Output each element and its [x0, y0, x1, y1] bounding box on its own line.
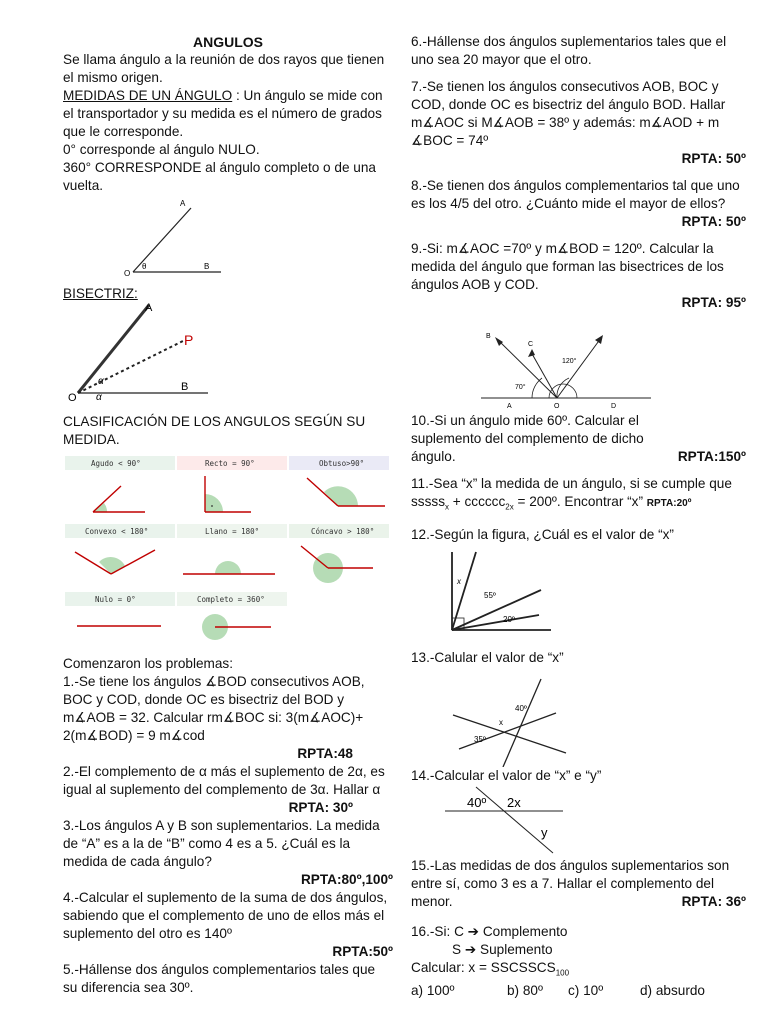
clasif-label-nulo: Nulo = 0° — [95, 595, 136, 604]
problem-2-answer-row — [63, 799, 393, 817]
problem-1-answer-row — [63, 745, 393, 763]
fig9-label-70: 70° — [515, 384, 526, 391]
problem-2: 2.-El complemento de α más el suplemento de 2α, es igual al suplemento del complemento de 3α. Hallar α — [63, 764, 385, 797]
fig2-label-o: O — [68, 392, 77, 404]
left-column — [63, 33, 393, 997]
clasif-label-convexo: Convexo < 180° — [85, 527, 149, 536]
problem-1-answer: RPTA:48 — [297, 746, 353, 761]
option-b: b) 80º — [507, 983, 543, 999]
fig2-label-a: A — [145, 303, 153, 314]
problem-11-mid: + cccccc — [448, 494, 506, 509]
problem-10-block — [411, 412, 746, 466]
fig1-label-a: A — [180, 199, 186, 208]
problem-9-block — [411, 240, 746, 312]
problem-4-answer-row — [63, 943, 393, 961]
problem-16-calc — [411, 959, 746, 983]
fig13-label-40: 40º — [515, 703, 527, 713]
problem-1-text: 1.-Se tiene los ángulos ∡BOD consecutivos AOB, BOC y COD, donde OC es bisectriz del BOD y m∡AOB = 32. Calcular rm∡BOC si: 3(m∡AOC)+ 2(m∡BOD) = 9 m∡cod — [63, 674, 365, 743]
problem-2-answer: RPTA: 30º — [288, 800, 353, 815]
problem-11-text: 11.-Sea “x” la medida de un ángulo, si se cumple que sssss — [411, 476, 732, 509]
clasif-label-completo: Completo = 360° — [197, 595, 265, 604]
problem-15-answer-row — [411, 893, 746, 911]
zero-text: 0° corresponde al ángulo NULO. — [63, 142, 260, 157]
problem-4-answer: RPTA:50º — [332, 944, 393, 959]
problem-8-block — [411, 177, 746, 231]
problem-9-answer-row — [411, 294, 746, 312]
problem-3: 3.-Los ángulos A y B son suplementarios. La medida de “A” es a la de “B” como 4 es a 5. ¿Cuál es la medida de cada ángulo? — [63, 818, 380, 869]
fig14-label-y: y — [541, 824, 548, 840]
problem-8: 8.-Se tienen dos ángulos complementarios tal que uno es los 4/5 del otro. ¿Cuánto mide el mayor de ellos? — [411, 178, 740, 211]
arrow-right-icon: ➔ — [461, 941, 481, 957]
problem-12: 12.-Según la figura, ¿Cuál es el valor de “x” — [411, 526, 674, 542]
fig2-label-p: P — [184, 332, 194, 348]
clasif-label-concavo: Cóncavo > 180° — [311, 527, 375, 536]
fig13-label-x: x — [499, 717, 503, 727]
problem-10: 10.-Si un ángulo mide 60º. Calcular el suplemento del complemento de dicho ángulo. — [411, 413, 644, 464]
fig9-label-b: B — [486, 333, 491, 340]
fig9-label-120: 120° — [562, 358, 577, 365]
problem-8-answer-row — [411, 213, 746, 231]
option-d: d) absurdo — [640, 983, 705, 999]
problem-15: 15.-Las medidas de dos ángulos suplementarios son entre sí, como 3 es a 7. Hallar el complemento del menor. — [411, 857, 730, 909]
option-a: a) 100º — [411, 983, 455, 999]
problem-9: 9.-Si: m∡AOC =70º y m∡BOD = 120º. Calcular la medida del ángulo que forman las bisectrices de los ángulos AOB y COD. — [411, 241, 724, 292]
angle-figure — [63, 195, 393, 285]
problem-13: 13.-Calular el valor de “x” — [411, 649, 564, 665]
problem-6: 6.-Hállense dos ángulos suplementarios tales que el uno sea 20 mayor que el otro. — [411, 34, 727, 67]
problem-11-sub2: 2x — [505, 502, 514, 512]
problem-16-s-letter: S — [452, 941, 462, 957]
full-text: 360° CORRESPONDE al ángulo completo o de una vuelta. — [63, 160, 376, 193]
problem-9-answer: RPTA: 95º — [681, 295, 746, 310]
fig14-label-2x: 2x — [507, 794, 521, 810]
bisector-figure — [63, 303, 393, 413]
fig1-label-o: O — [124, 269, 131, 278]
bisectriz-heading: BISECTRIZ: — [63, 286, 138, 301]
problem-11-block — [411, 475, 746, 517]
problem-8-answer: RPTA: 50º — [681, 214, 746, 229]
problem-3-answer: RPTA:80º,100º — [300, 872, 393, 887]
problem-3-answer-row — [63, 871, 393, 889]
clasificacion-heading: CLASIFICACIÓN DE LOS ANGULOS SEGÚN SU MEDIDA. — [63, 414, 366, 447]
problem-9-figure — [411, 312, 746, 412]
problem-16-options — [411, 982, 746, 1000]
problem-11-answer: RPTA:20º — [646, 498, 692, 509]
fig12-label-x: x — [457, 576, 461, 586]
problem-11-end: = 200º. Encontrar “x” — [513, 494, 643, 509]
fig2-alpha-2: α — [96, 392, 102, 403]
problem-16-suplemento: Suplemento — [480, 941, 553, 957]
problem-7-answer-row — [411, 150, 746, 168]
fig9-label-d: D — [611, 403, 617, 410]
problem-1 — [63, 673, 393, 745]
fig9-label-c: C — [528, 341, 534, 348]
fig14-label-40: 40º — [467, 794, 487, 810]
problem-14: 14.-Calcular el valor de “x” e “y” — [411, 767, 602, 783]
problem-7-answer: RPTA: 50º — [681, 151, 746, 166]
problem-16-block — [411, 923, 746, 1001]
problem-16-sub: 100 — [555, 968, 570, 978]
fig2-alpha-1: α — [98, 376, 104, 387]
problem-16-complemento: Complemento — [482, 923, 568, 939]
medidas-body: : Un ángulo se mide con el transportador y su medida es el número de grados que le corresponde. — [63, 88, 383, 139]
problem-16-calc-text: Calcular: x = SSCSSCS — [411, 959, 556, 975]
problem-12-figure — [411, 544, 746, 639]
clasif-label-agudo: Agudo < 90° — [91, 459, 141, 468]
problem-15-answer: RPTA: 36º — [681, 893, 746, 909]
fig2-label-b: B — [181, 381, 189, 393]
problem-13-figure — [411, 667, 746, 767]
definition-text: Se llama ángulo a la reunión de dos rayos que tienen el mismo origen. — [63, 52, 385, 85]
problem-7-block — [411, 78, 746, 168]
problem-15-block — [411, 857, 746, 911]
problem-16-head: 16.-Si: C — [411, 923, 464, 939]
classification-figure — [63, 456, 393, 646]
problem-4: 4.-Calcular el suplemento de la suma de dos ángulos, sabiendo que el complemento de uno de ellos más el suplemento del otro es 140º — [63, 890, 388, 941]
right-column — [411, 33, 746, 1000]
clasif-label-llano: Llano = 180° — [205, 527, 260, 536]
medidas-paragraph — [63, 87, 393, 141]
problem-11 — [411, 475, 746, 517]
fig1-label-b: B — [204, 262, 210, 271]
fig13-label-35: 35º — [474, 734, 486, 744]
problem-7: 7.-Se tienen los ángulos consecutivos AOB, BOC y COD, donde OC es bisectriz del ángulo BOD. Hallar m∡AOC si M∡AOB = 38º y además: m∡AOD + m ∡BOC = 74º — [411, 79, 726, 148]
fig9-label-o: O — [554, 403, 560, 410]
clasif-label-obtuso: Obtuso>90° — [319, 459, 365, 468]
problem-14-figure — [411, 785, 746, 857]
fig9-label-a: A — [507, 403, 512, 410]
fig12-label-55: 55º — [484, 590, 496, 600]
fig12-label-20: 20º — [503, 614, 515, 624]
intro-text: Comenzaron los problemas: — [63, 656, 234, 671]
clasif-label-recto: Recto = 90° — [205, 459, 255, 468]
problem-10-answer: RPTA:150º — [677, 449, 746, 464]
problem-16-c-row — [411, 923, 746, 941]
problem-5: 5.-Hállense dos ángulos complementarios tales que su diferencia sea 30º. — [63, 962, 376, 995]
arrow-right-icon: ➔ — [463, 923, 483, 939]
medidas-heading: MEDIDAS DE UN ÁNGULO — [63, 88, 233, 103]
fig1-label-theta: θ — [142, 262, 147, 271]
problem-16-s-row — [411, 941, 746, 959]
problem-11-sub1: x — [444, 502, 449, 512]
page-title: ANGULOS — [193, 34, 263, 50]
option-c: c) 10º — [568, 983, 604, 999]
